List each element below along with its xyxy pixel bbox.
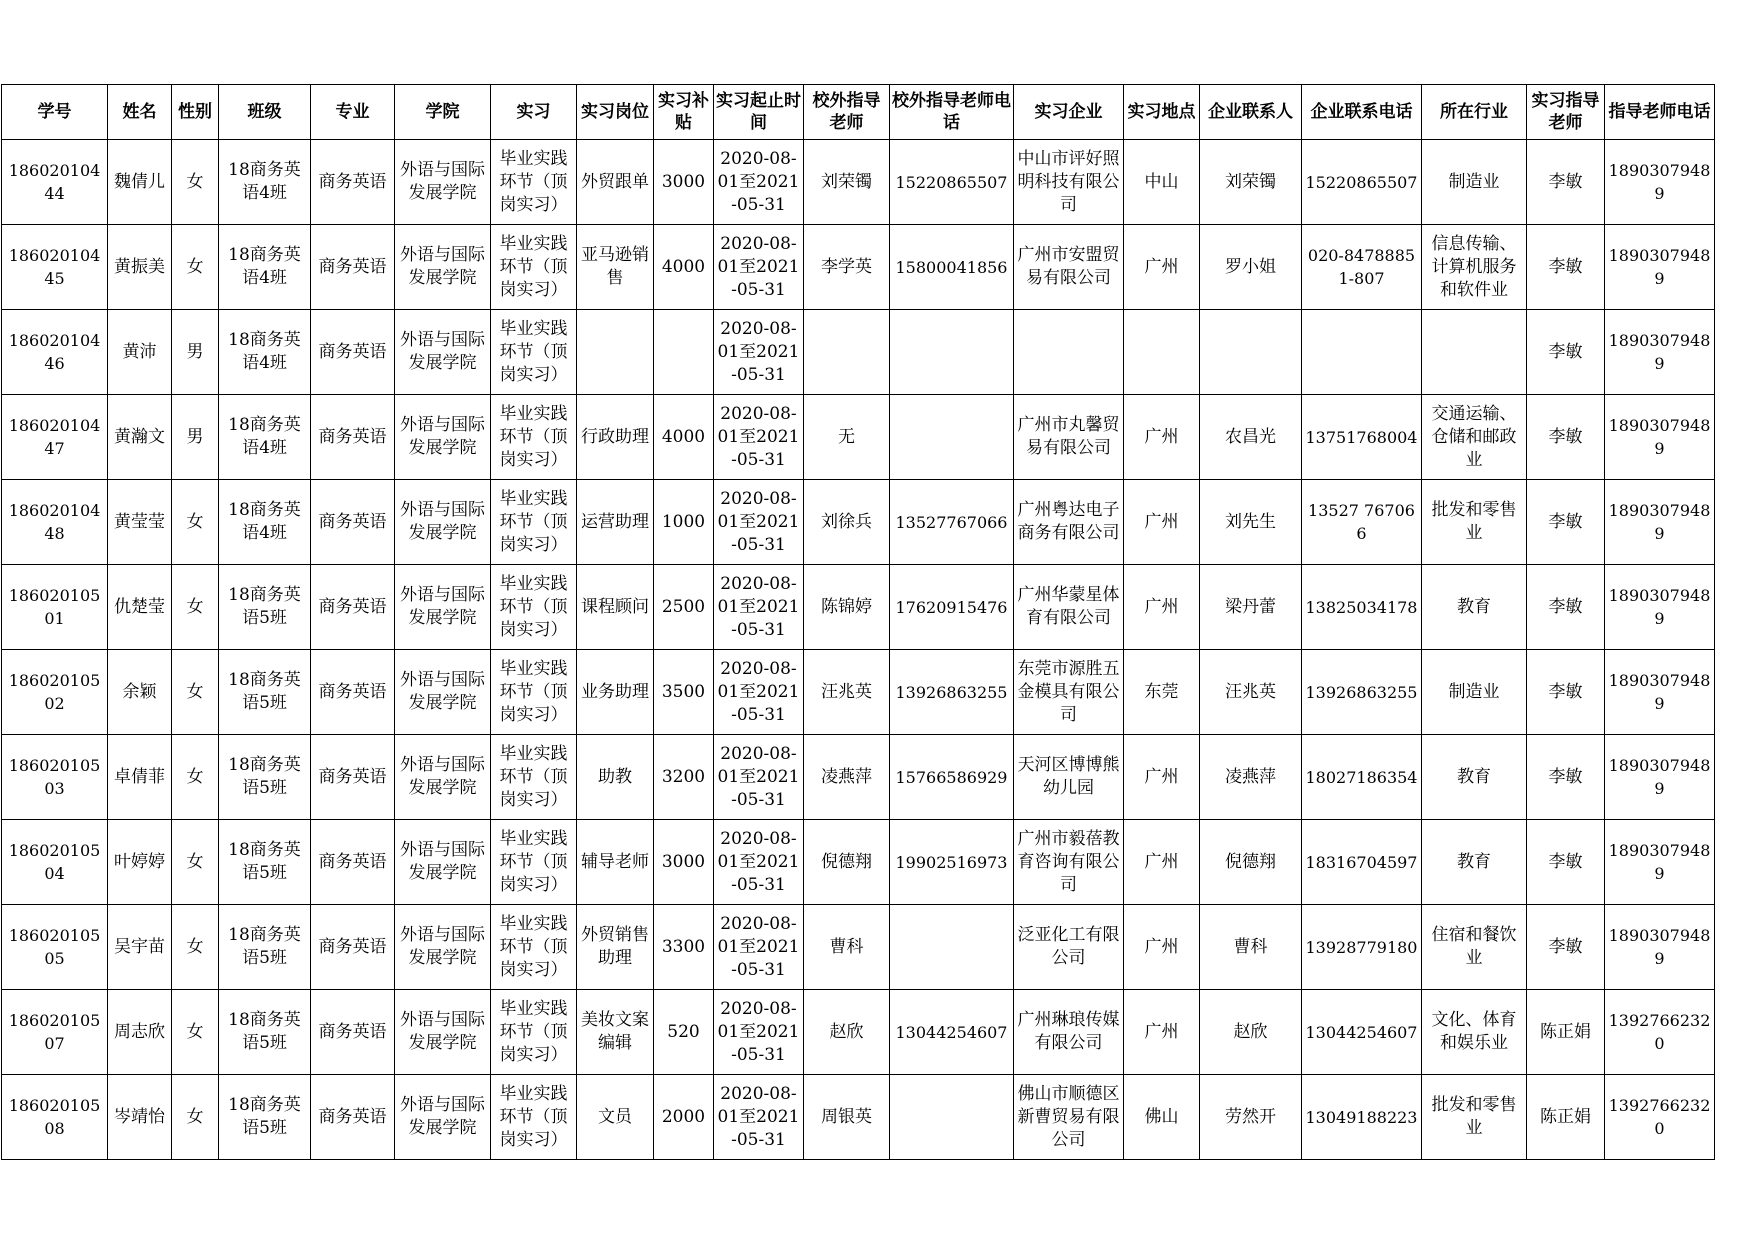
cell-industry: 批发和零售业 [1422,1075,1527,1160]
cell-student-id: 18602010448 [2,480,108,565]
col-header-position: 实习岗位 [577,85,654,140]
cell-major: 商务英语 [311,310,395,395]
table-row [2,480,1715,565]
cell-company: 广州琳琅传媒有限公司 [1014,990,1124,1075]
cell-internship-type: 毕业实践环节（顶岗实习） [491,395,577,480]
cell-major: 商务英语 [311,565,395,650]
cell-external-tutor-phone: 13044254607 [890,990,1014,1075]
col-header-subsidy: 实习补贴 [654,85,714,140]
cell-internship-type: 毕业实践环节（顶岗实习） [491,905,577,990]
cell-period: 2020-08-01至2021-05-31 [714,990,804,1075]
cell-college: 外语与国际发展学院 [395,1075,491,1160]
cell-position: 美妆文案编辑 [577,990,654,1075]
header-row [2,85,1715,140]
cell-location: 东莞 [1124,650,1200,735]
cell-name: 仇楚莹 [108,565,172,650]
cell-student-id: 18602010508 [2,1075,108,1160]
cell-gender: 男 [172,395,219,480]
cell-student-id: 18602010447 [2,395,108,480]
cell-location: 佛山 [1124,1075,1200,1160]
cell-student-id: 18602010446 [2,310,108,395]
cell-position: 外贸跟单 [577,140,654,225]
cell-class: 18商务英语5班 [219,905,311,990]
cell-class: 18商务英语4班 [219,395,311,480]
cell-external-tutor [804,310,890,395]
cell-industry: 信息传输、计算机服务和软件业 [1422,225,1527,310]
cell-subsidy: 520 [654,990,714,1075]
cell-company-phone [1302,310,1422,395]
cell-location: 广州 [1124,820,1200,905]
cell-college: 外语与国际发展学院 [395,225,491,310]
col-header-student-id: 学号 [2,85,108,140]
cell-college: 外语与国际发展学院 [395,565,491,650]
cell-company-phone: 13928779180 [1302,905,1422,990]
cell-name: 黄振美 [108,225,172,310]
cell-period: 2020-08-01至2021-05-31 [714,905,804,990]
cell-external-tutor-phone [890,310,1014,395]
table-row [2,565,1715,650]
cell-tutor-phone: 18903079489 [1605,395,1715,480]
cell-college: 外语与国际发展学院 [395,905,491,990]
cell-industry: 批发和零售业 [1422,480,1527,565]
cell-gender: 女 [172,735,219,820]
cell-company: 佛山市顺德区新曹贸易有限公司 [1014,1075,1124,1160]
cell-internship-type: 毕业实践环节（顶岗实习） [491,820,577,905]
cell-company: 天河区博博熊幼儿园 [1014,735,1124,820]
cell-college: 外语与国际发展学院 [395,990,491,1075]
table-row [2,140,1715,225]
cell-name: 余颖 [108,650,172,735]
cell-industry: 教育 [1422,735,1527,820]
cell-company: 中山市评好照明科技有限公司 [1014,140,1124,225]
cell-class: 18商务英语4班 [219,140,311,225]
col-header-company-phone: 企业联系电话 [1302,85,1422,140]
cell-location: 广州 [1124,225,1200,310]
cell-location: 广州 [1124,395,1200,480]
cell-student-id: 18602010445 [2,225,108,310]
col-header-external-tutor-phone: 校外指导老师电话 [890,85,1014,140]
cell-gender: 女 [172,565,219,650]
cell-external-tutor-phone: 15766586929 [890,735,1014,820]
cell-external-tutor-phone: 13527767066 [890,480,1014,565]
cell-internal-tutor: 李敏 [1527,820,1605,905]
cell-major: 商务英语 [311,735,395,820]
cell-class: 18商务英语5班 [219,650,311,735]
cell-position: 运营助理 [577,480,654,565]
cell-tutor-phone: 18903079489 [1605,480,1715,565]
cell-company-contact: 刘先生 [1200,480,1302,565]
cell-subsidy: 3300 [654,905,714,990]
cell-internship-type: 毕业实践环节（顶岗实习） [491,650,577,735]
cell-gender: 女 [172,1075,219,1160]
col-header-gender: 性别 [172,85,219,140]
cell-tutor-phone: 18903079489 [1605,310,1715,395]
cell-class: 18商务英语5班 [219,990,311,1075]
cell-period: 2020-08-01至2021-05-31 [714,310,804,395]
cell-major: 商务英语 [311,1075,395,1160]
cell-external-tutor: 凌燕萍 [804,735,890,820]
cell-company-contact: 倪德翔 [1200,820,1302,905]
cell-position: 外贸销售助理 [577,905,654,990]
cell-external-tutor: 刘荣镯 [804,140,890,225]
cell-company-phone: 13926863255 [1302,650,1422,735]
cell-company-phone: 13825034178 [1302,565,1422,650]
cell-name: 魏倩儿 [108,140,172,225]
cell-gender: 女 [172,650,219,735]
cell-company: 东莞市源胜五金模具有限公司 [1014,650,1124,735]
cell-company-phone: 18316704597 [1302,820,1422,905]
cell-industry: 教育 [1422,820,1527,905]
cell-gender: 女 [172,820,219,905]
cell-class: 18商务英语4班 [219,310,311,395]
cell-name: 黄沛 [108,310,172,395]
table-row [2,735,1715,820]
cell-position: 文员 [577,1075,654,1160]
cell-tutor-phone: 18903079489 [1605,140,1715,225]
cell-company-phone: 13044254607 [1302,990,1422,1075]
cell-position: 业务助理 [577,650,654,735]
cell-industry: 制造业 [1422,140,1527,225]
cell-company: 广州市安盟贸易有限公司 [1014,225,1124,310]
cell-industry: 教育 [1422,565,1527,650]
cell-major: 商务英语 [311,225,395,310]
cell-company-phone: 18027186354 [1302,735,1422,820]
cell-tutor-phone: 18903079489 [1605,225,1715,310]
cell-period: 2020-08-01至2021-05-31 [714,225,804,310]
cell-internship-type: 毕业实践环节（顶岗实习） [491,1075,577,1160]
cell-company-phone: 13751768004 [1302,395,1422,480]
cell-subsidy: 3200 [654,735,714,820]
cell-gender: 女 [172,225,219,310]
table-row [2,310,1715,395]
internship-table [1,84,1715,1160]
cell-internship-type: 毕业实践环节（顶岗实习） [491,735,577,820]
table-body [2,140,1715,1160]
cell-major: 商务英语 [311,820,395,905]
cell-class: 18商务英语4班 [219,480,311,565]
cell-company-contact: 赵欣 [1200,990,1302,1075]
cell-subsidy: 4000 [654,225,714,310]
cell-location: 广州 [1124,565,1200,650]
cell-company-contact: 汪兆英 [1200,650,1302,735]
cell-location: 广州 [1124,735,1200,820]
cell-major: 商务英语 [311,140,395,225]
cell-major: 商务英语 [311,990,395,1075]
cell-student-id: 18602010505 [2,905,108,990]
cell-external-tutor: 周银英 [804,1075,890,1160]
cell-internal-tutor: 李敏 [1527,650,1605,735]
cell-internal-tutor: 陈正娟 [1527,990,1605,1075]
cell-internal-tutor: 李敏 [1527,310,1605,395]
cell-external-tutor: 汪兆英 [804,650,890,735]
cell-external-tutor-phone: 19902516973 [890,820,1014,905]
cell-period: 2020-08-01至2021-05-31 [714,480,804,565]
cell-student-id: 18602010507 [2,990,108,1075]
cell-position: 行政助理 [577,395,654,480]
cell-external-tutor: 曹科 [804,905,890,990]
cell-industry: 交通运输、仓储和邮政业 [1422,395,1527,480]
col-header-industry: 所在行业 [1422,85,1527,140]
cell-college: 外语与国际发展学院 [395,650,491,735]
col-header-period: 实习起止时间 [714,85,804,140]
cell-gender: 男 [172,310,219,395]
cell-college: 外语与国际发展学院 [395,140,491,225]
cell-college: 外语与国际发展学院 [395,395,491,480]
cell-subsidy [654,310,714,395]
cell-position [577,310,654,395]
cell-internship-type: 毕业实践环节（顶岗实习） [491,140,577,225]
cell-tutor-phone: 13927662320 [1605,1075,1715,1160]
cell-position: 助教 [577,735,654,820]
cell-internal-tutor: 李敏 [1527,480,1605,565]
cell-period: 2020-08-01至2021-05-31 [714,565,804,650]
cell-name: 卓倩菲 [108,735,172,820]
cell-subsidy: 1000 [654,480,714,565]
cell-name: 黄瀚文 [108,395,172,480]
cell-company: 广州华蒙星体育有限公司 [1014,565,1124,650]
cell-internal-tutor: 李敏 [1527,140,1605,225]
cell-position: 课程顾问 [577,565,654,650]
cell-name: 叶婷婷 [108,820,172,905]
cell-internship-type: 毕业实践环节（顶岗实习） [491,225,577,310]
cell-subsidy: 3000 [654,140,714,225]
cell-subsidy: 2000 [654,1075,714,1160]
cell-external-tutor-phone: 15220865507 [890,140,1014,225]
cell-company-contact: 凌燕萍 [1200,735,1302,820]
cell-company: 广州市丸馨贸易有限公司 [1014,395,1124,480]
cell-company [1014,310,1124,395]
cell-student-id: 18602010503 [2,735,108,820]
cell-external-tutor: 陈锦婷 [804,565,890,650]
cell-subsidy: 2500 [654,565,714,650]
cell-tutor-phone: 18903079489 [1605,905,1715,990]
cell-company-contact: 罗小姐 [1200,225,1302,310]
cell-name: 岑靖怡 [108,1075,172,1160]
cell-company: 广州市毅蓓教育咨询有限公司 [1014,820,1124,905]
cell-company-phone: 13049188223 [1302,1075,1422,1160]
cell-industry: 住宿和餐饮业 [1422,905,1527,990]
table-row [2,1075,1715,1160]
cell-internal-tutor: 李敏 [1527,735,1605,820]
table-row [2,905,1715,990]
cell-name: 黄莹莹 [108,480,172,565]
cell-internship-type: 毕业实践环节（顶岗实习） [491,310,577,395]
cell-location: 广州 [1124,990,1200,1075]
cell-external-tutor-phone [890,1075,1014,1160]
cell-company-phone: 020-84788851-807 [1302,225,1422,310]
cell-college: 外语与国际发展学院 [395,820,491,905]
cell-name: 吴宇苗 [108,905,172,990]
cell-subsidy: 3000 [654,820,714,905]
cell-tutor-phone: 18903079489 [1605,735,1715,820]
cell-gender: 女 [172,905,219,990]
cell-college: 外语与国际发展学院 [395,310,491,395]
cell-external-tutor: 赵欣 [804,990,890,1075]
col-header-college: 学院 [395,85,491,140]
cell-gender: 女 [172,480,219,565]
cell-company-phone: 13527 767066 [1302,480,1422,565]
cell-industry [1422,310,1527,395]
col-header-location: 实习地点 [1124,85,1200,140]
cell-student-id: 18602010501 [2,565,108,650]
cell-college: 外语与国际发展学院 [395,480,491,565]
cell-tutor-phone: 18903079489 [1605,565,1715,650]
cell-external-tutor-phone [890,395,1014,480]
cell-student-id: 18602010504 [2,820,108,905]
table-row [2,225,1715,310]
cell-period: 2020-08-01至2021-05-31 [714,735,804,820]
cell-class: 18商务英语5班 [219,735,311,820]
cell-tutor-phone: 13927662320 [1605,990,1715,1075]
cell-period: 2020-08-01至2021-05-31 [714,395,804,480]
col-header-class: 班级 [219,85,311,140]
cell-major: 商务英语 [311,905,395,990]
cell-class: 18商务英语5班 [219,820,311,905]
cell-company-contact: 农昌光 [1200,395,1302,480]
cell-location: 中山 [1124,140,1200,225]
cell-industry: 制造业 [1422,650,1527,735]
col-header-major: 专业 [311,85,395,140]
cell-external-tutor-phone [890,905,1014,990]
cell-location [1124,310,1200,395]
cell-major: 商务英语 [311,480,395,565]
table-row [2,990,1715,1075]
cell-major: 商务英语 [311,395,395,480]
cell-company-contact: 劳然开 [1200,1075,1302,1160]
cell-position: 辅导老师 [577,820,654,905]
col-header-name: 姓名 [108,85,172,140]
cell-location: 广州 [1124,905,1200,990]
cell-internship-type: 毕业实践环节（顶岗实习） [491,565,577,650]
cell-company-contact: 曹科 [1200,905,1302,990]
cell-major: 商务英语 [311,650,395,735]
cell-gender: 女 [172,140,219,225]
cell-company-contact: 梁丹蕾 [1200,565,1302,650]
cell-internal-tutor: 陈正娟 [1527,1075,1605,1160]
cell-external-tutor: 刘徐兵 [804,480,890,565]
cell-internship-type: 毕业实践环节（顶岗实习） [491,990,577,1075]
cell-external-tutor: 倪德翔 [804,820,890,905]
cell-external-tutor: 李学英 [804,225,890,310]
cell-subsidy: 3500 [654,650,714,735]
col-header-internal-tutor: 实习指导老师 [1527,85,1605,140]
cell-company-contact [1200,310,1302,395]
cell-class: 18商务英语4班 [219,225,311,310]
cell-company-phone: 15220865507 [1302,140,1422,225]
cell-class: 18商务英语5班 [219,1075,311,1160]
col-header-company: 实习企业 [1014,85,1124,140]
cell-period: 2020-08-01至2021-05-31 [714,140,804,225]
cell-period: 2020-08-01至2021-05-31 [714,820,804,905]
cell-internal-tutor: 李敏 [1527,905,1605,990]
table-row [2,820,1715,905]
cell-location: 广州 [1124,480,1200,565]
cell-internship-type: 毕业实践环节（顶岗实习） [491,480,577,565]
cell-external-tutor: 无 [804,395,890,480]
cell-external-tutor-phone: 15800041856 [890,225,1014,310]
cell-student-id: 18602010502 [2,650,108,735]
cell-period: 2020-08-01至2021-05-31 [714,650,804,735]
col-header-external-tutor: 校外指导老师 [804,85,890,140]
col-header-company-contact: 企业联系人 [1200,85,1302,140]
cell-industry: 文化、体育和娱乐业 [1422,990,1527,1075]
cell-gender: 女 [172,990,219,1075]
col-header-internship-type: 实习 [491,85,577,140]
cell-period: 2020-08-01至2021-05-31 [714,1075,804,1160]
cell-internal-tutor: 李敏 [1527,565,1605,650]
cell-company: 泛亚化工有限公司 [1014,905,1124,990]
cell-position: 亚马逊销售 [577,225,654,310]
cell-external-tutor-phone: 13926863255 [890,650,1014,735]
cell-tutor-phone: 18903079489 [1605,820,1715,905]
cell-name: 周志欣 [108,990,172,1075]
cell-company: 广州粤达电子商务有限公司 [1014,480,1124,565]
cell-internal-tutor: 李敏 [1527,225,1605,310]
cell-company-contact: 刘荣镯 [1200,140,1302,225]
cell-tutor-phone: 18903079489 [1605,650,1715,735]
cell-student-id: 18602010444 [2,140,108,225]
cell-class: 18商务英语5班 [219,565,311,650]
cell-internal-tutor: 李敏 [1527,395,1605,480]
col-header-tutor-phone: 指导老师电话 [1605,85,1715,140]
cell-external-tutor-phone: 17620915476 [890,565,1014,650]
cell-college: 外语与国际发展学院 [395,735,491,820]
table-row [2,650,1715,735]
table-row [2,395,1715,480]
cell-subsidy: 4000 [654,395,714,480]
